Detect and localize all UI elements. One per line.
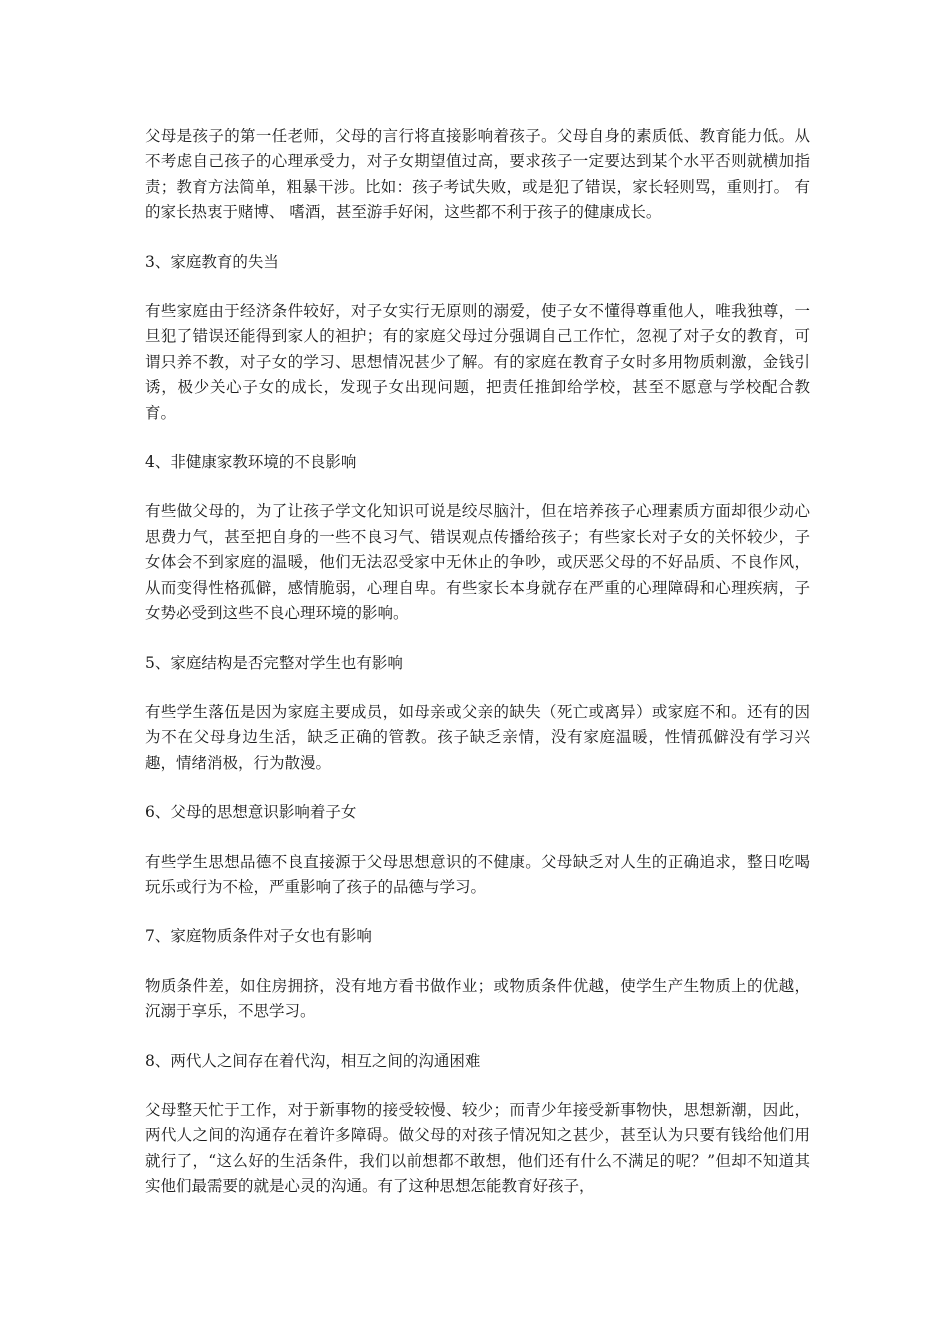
heading-section-7: 7、家庭物质条件对子女也有影响 <box>145 927 372 946</box>
heading-section-3: 3、家庭教育的失当 <box>145 252 279 271</box>
paragraph-section-8: 父母整天忙于工作，对于新事物的接受较慢、较少；而青少年接受新事物快，思想新潮，因此，两代人之间的沟通存在着许多障碍。做父母的对孩子情况知之甚少，甚至认为只要有钱给他们用就行了，“这么好的生活条件，我们以前想都不敢想，他们还有什么不满足的呢？”但却不知道其实他们最需要的就是心灵的沟通。有了这种思想怎能教育好孩子， <box>145 1100 810 1196</box>
paragraph-section-4: 有些做父母的，为了让孩子学文化知识可说是绞尽脑汁，但在培养孩子心理素质方面却很少动心思费力气，甚至把自身的一些不良习气、错误观点传播给孩子；有些家长对子女的关怀较少，子女体会不到家庭的温暖，他们无法忍受家中无休止的争吵，或厌恶父母的不好品质、不良作风，从而变得性格孤僻，感情脆弱，心理自卑。有些家长本身就存在严重的心理障碍和心理疾病，子女势必受到这些不良心理环境的影响。 <box>145 502 810 623</box>
paragraph-parent-influence: 父母是孩子的第一任老师，父母的言行将直接影响着孩子。父母自身的素质低、教育能力低。从不考虑自己孩子的心理承受力，对子女期望值过高，要求孩子一定要达到某个水平否则就横加指责；教育方法简单，粗暴干涉。比如：孩子考试失败，或是犯了错误，家长轻则骂，重则打。 有的家长热衷于赌博、 嗜酒，甚至游手好闲，这些都不利于孩子的健康成长。 <box>145 127 810 222</box>
paragraph-section-5: 有些学生落伍是因为家庭主要成员，如母亲或父亲的缺失（死亡或离异）或家庭不和。还有的因为不在父母身边生活，缺乏正确的管教。孩子缺乏亲情，没有家庭温暖，性情孤僻没有学习兴趣，情绪消极，行为散漫。 <box>145 702 810 772</box>
document-body <box>145 124 810 1200</box>
heading-section-4: 4、非健康家教环境的不良影响 <box>145 453 357 472</box>
paragraph-section-3: 有些家庭由于经济条件较好，对子女实行无原则的溺爱，使子女不懂得尊重他人，唯我独尊，一旦犯了错误还能得到家人的袒护；有的家庭父母过分强调自己工作忙，忽视了对子女的教育，可谓只养不教，对子女的学习、思想情况甚少了解。有的家庭在教育子女时多用物质刺激，金钱引诱，极少关心子女的成长，发现子女出现问题，把责任推卸给学校，甚至不愿意与学校配合教育。 <box>145 302 810 422</box>
heading-section-8: 8、两代人之间存在着代沟，相互之间的沟通困难 <box>145 1051 481 1070</box>
heading-section-6: 6、父母的思想意识影响着子女 <box>145 803 357 822</box>
paragraph-section-7: 物质条件差，如住房拥挤，没有地方看书做作业；或物质条件优越，使学生产生物质上的优越，沉溺于享乐，不思学习。 <box>145 976 810 1021</box>
heading-section-5: 5、家庭结构是否完整对学生也有影响 <box>145 653 403 672</box>
paragraph-section-6: 有些学生思想品德不良直接源于父母思想意识的不健康。父母缺乏对人生的正确追求，整日吃喝玩乐或行为不检，严重影响了孩子的品德与学习。 <box>145 852 810 896</box>
